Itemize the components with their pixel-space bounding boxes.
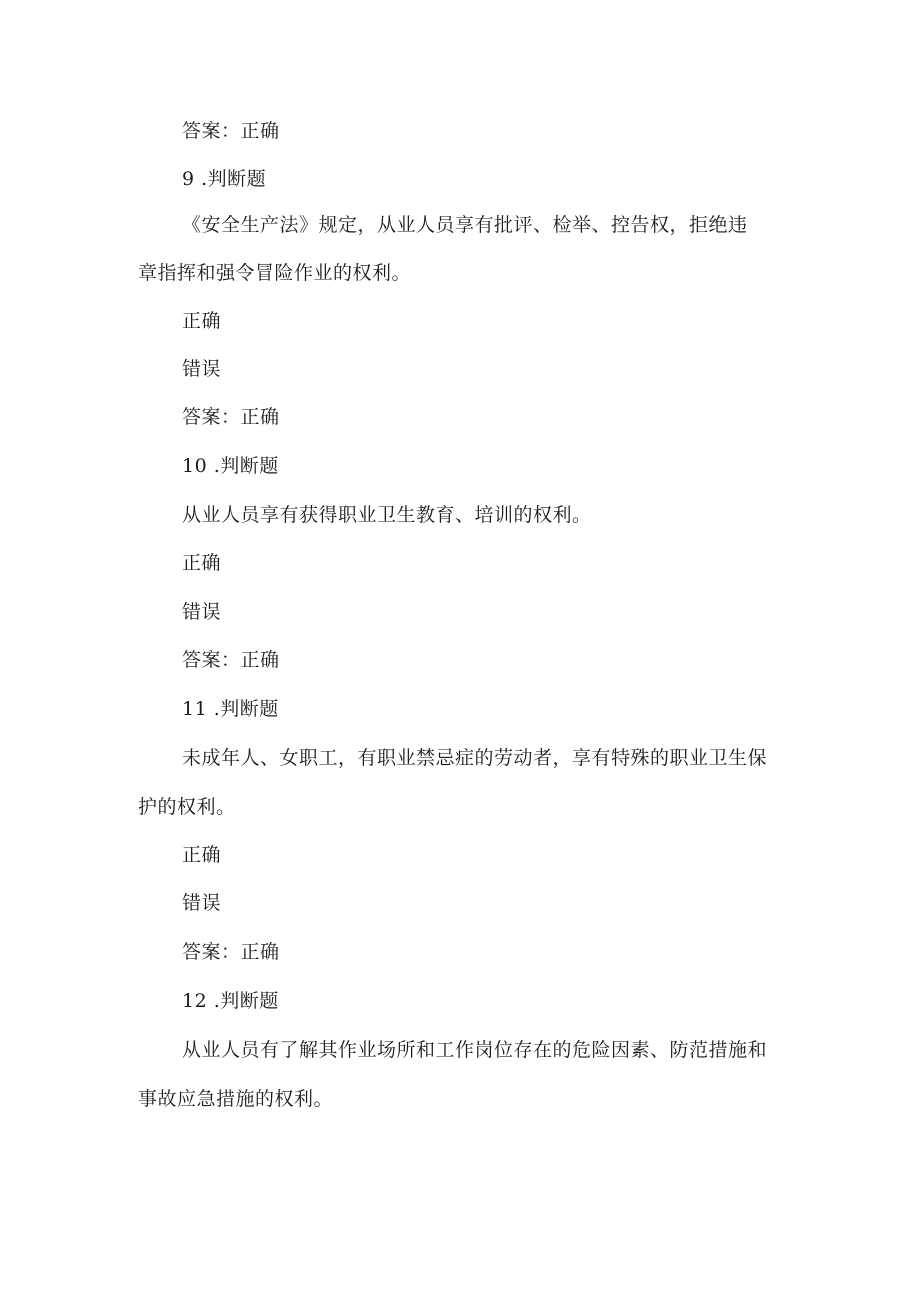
question-9-text-line2: 章指挥和强令冒险作业的权利。 xyxy=(138,262,412,284)
question-10-header: 10 .判断题 xyxy=(182,455,279,477)
question-9-option-false: 错误 xyxy=(182,358,222,380)
question-11-header: 11 .判断题 xyxy=(182,698,279,720)
question-9-text-line1: 《安全生产法》规定，从业人员享有批评、检举、控告权，拒绝违 xyxy=(182,214,748,236)
question-11-text-line2: 护的权利。 xyxy=(138,796,236,818)
question-11-option-false: 错误 xyxy=(182,892,222,914)
question-11-option-true: 正确 xyxy=(182,844,222,866)
question-10-answer: 答案：正确 xyxy=(182,649,280,671)
question-9-answer: 答案：正确 xyxy=(182,406,280,428)
question-9-header: 9 .判断题 xyxy=(182,168,267,190)
answer-line: 答案：正确 xyxy=(182,120,280,142)
question-12-text-line1: 从业人员有了解其作业场所和工作岗位存在的危险因素、防范措施和 xyxy=(182,1039,768,1061)
question-10-option-true: 正确 xyxy=(182,552,222,574)
question-9-option-true: 正确 xyxy=(182,310,222,332)
question-10-text-line1: 从业人员享有获得职业卫生教育、培训的权利。 xyxy=(182,504,592,526)
question-12-text-line2: 事故应急措施的权利。 xyxy=(138,1088,334,1110)
question-11-answer: 答案：正确 xyxy=(182,941,280,963)
question-10-option-false: 错误 xyxy=(182,601,222,623)
question-11-text-line1: 未成年人、女职工，有职业禁忌症的劳动者，享有特殊的职业卫生保 xyxy=(182,747,768,769)
question-12-header: 12 .判断题 xyxy=(182,990,279,1012)
